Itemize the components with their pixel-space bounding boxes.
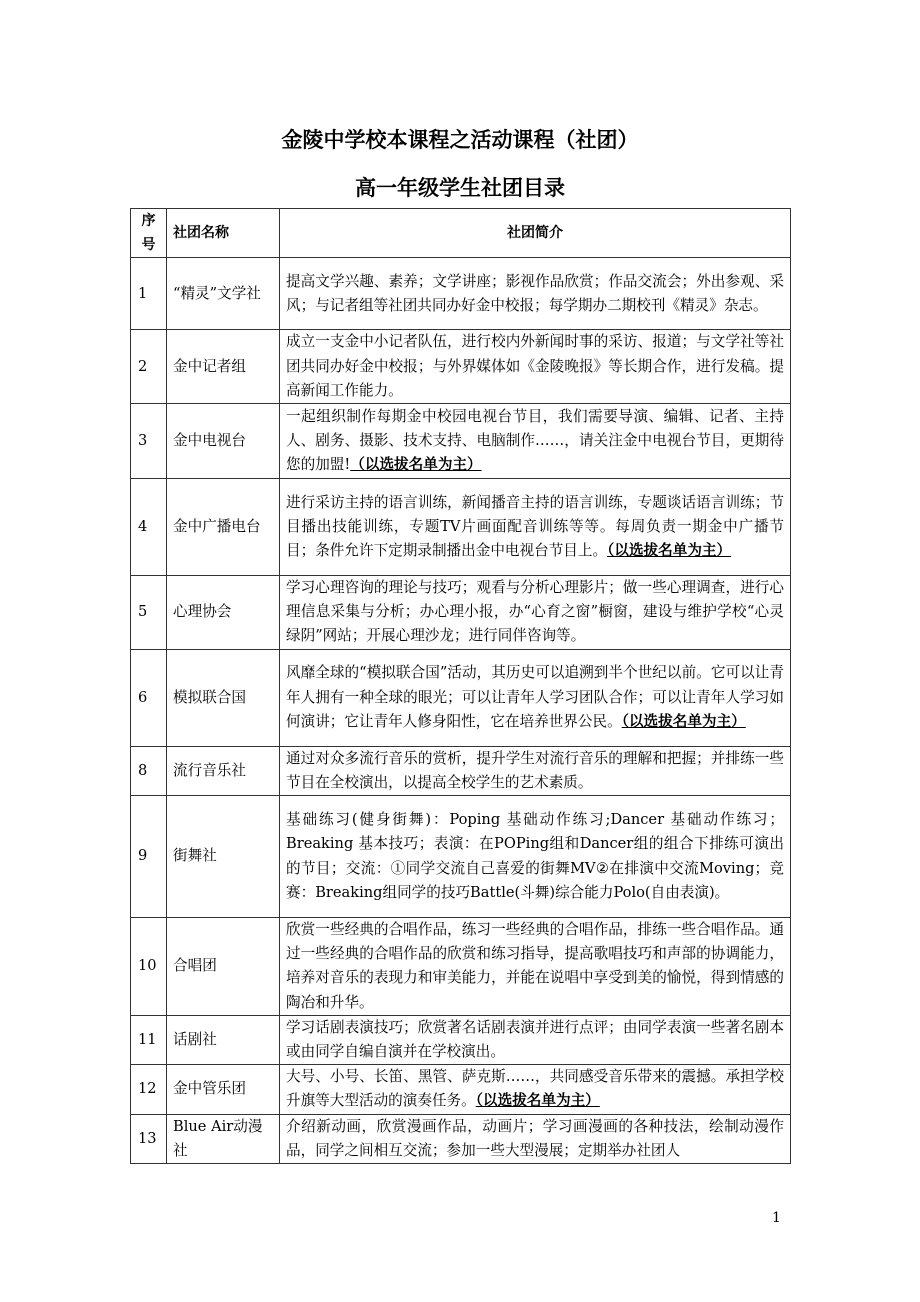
row-number: 12 (131, 1065, 167, 1114)
club-name: 话剧社 (167, 1015, 280, 1064)
club-name: “精灵”文学社 (167, 258, 280, 330)
club-description (280, 258, 791, 330)
row-number: 1 (131, 258, 167, 330)
club-description (280, 1114, 791, 1163)
table-header-row (131, 209, 791, 258)
club-name: Blue Air动漫社 (167, 1114, 280, 1163)
club-description (280, 1015, 791, 1064)
document-subtitle: 高一年级学生社团目录 (355, 176, 565, 200)
row-number: 5 (131, 576, 167, 650)
selection-note: （以选拔名单为主） (475, 1092, 600, 1110)
page-number: 1 (772, 1210, 781, 1226)
club-description (280, 1065, 791, 1114)
club-description (280, 796, 791, 918)
description-text: 通过对众多流行音乐的赏析，提升学生对流行音乐的理解和把握；并排练一些节目在全校演出，以提高全校学生的艺术素质。 (286, 749, 784, 791)
description-text: 进行采访主持的语言训练，新闻播音主持的语言训练，专题谈话语言训练；节目播出技能训练，专题TV片画面配音训练等等。每周负责一期金中广播节目；条件允许下定期录制播出金中电视台节目上。 (286, 493, 784, 560)
row-number: 4 (131, 479, 167, 576)
row-number: 10 (131, 918, 167, 1016)
description-text: 一起组织制作每期金中校园电视台节目，我们需要导演、编辑、记者、主持人、剧务、摄影、技术支持、电脑制作……，请关注金中电视台节目，更期待您的加盟! (286, 407, 784, 474)
table-row (131, 258, 791, 330)
table-row (131, 649, 791, 746)
club-name: 模拟联合国 (167, 649, 280, 746)
table-row (131, 330, 791, 404)
row-number: 6 (131, 649, 167, 746)
table-row (131, 918, 791, 1016)
club-description (280, 404, 791, 479)
header-number: 序号 (131, 209, 167, 258)
table-row (131, 1015, 791, 1064)
row-number: 8 (131, 746, 167, 795)
club-name: 金中电视台 (167, 404, 280, 479)
row-number: 2 (131, 330, 167, 404)
row-number: 9 (131, 796, 167, 918)
description-text: 介绍新动画，欣赏漫画作品，动画片；学习画漫画的各种技法，绘制动漫作品，同学之间相互交流；参加一些大型漫展；定期举办社团人 (286, 1117, 784, 1159)
club-name: 街舞社 (167, 796, 280, 918)
selection-note: （以选拔名单为主） (621, 712, 746, 730)
club-description (280, 649, 791, 746)
club-name: 心理协会 (167, 576, 280, 650)
table-row (131, 576, 791, 650)
club-table (130, 208, 791, 1164)
header-description: 社团简介 (280, 209, 791, 258)
selection-note: （以选拔名单为主） (607, 542, 732, 560)
row-number: 13 (131, 1114, 167, 1163)
club-description (280, 918, 791, 1016)
description-text: 成立一支金中小记者队伍，进行校内外新闻时事的采访、报道；与文学社等社团共同办好金中校报；与外界媒体如《金陵晚报》等长期合作，进行发稿。提高新闻工作能力。 (286, 333, 784, 399)
description-text: 提高文学兴趣、素养；文学讲座；影视作品欣赏；作品交流会；外出参观、采风；与记者组等社团共同办好金中校报；每学期办二期校刊《精灵》杂志。 (286, 272, 784, 314)
description-text: 风靡全球的“模拟联合国”活动，其历史可以追溯到半个世纪以前。它可以让青年人拥有一种全球的眼光；可以让青年人学习团队合作；可以让青年人学习如何演讲；它让青年人修身阳性，它在培养世界公民。 (286, 664, 784, 730)
club-name: 金中广播电台 (167, 479, 280, 576)
selection-note: （以选拔名单为主） (350, 456, 482, 474)
header-name: 社团名称 (167, 209, 280, 258)
row-number: 3 (131, 404, 167, 479)
table-row (131, 1065, 791, 1114)
club-name: 金中管乐团 (167, 1065, 280, 1114)
table-row (131, 796, 791, 918)
club-name: 金中记者组 (167, 330, 280, 404)
description-text: 大号、小号、长笛、黑管、萨克斯……，共同感受音乐带来的震撼。承担学校升旗等大型活动的演奏任务。 (286, 1068, 784, 1110)
description-text: 学习话剧表演技巧；欣赏著名话剧表演并进行点评；由同学表演一些著名剧本或由同学自编自演并在学校演出。 (286, 1018, 784, 1061)
document-title: 金陵中学校本课程之活动课程（社团） (281, 128, 639, 152)
row-number: 11 (131, 1015, 167, 1064)
description-text: 学习心理咨询的理论与技巧；观看与分析心理影片；做一些心理调查，进行心理信息采集与分析；办心理小报，办“心育之窗”橱窗，建设与维护学校“心灵绿阴”网站；开展心理沙龙；进行同伴咨询等。 (286, 579, 784, 645)
table-row (131, 479, 791, 576)
description-text: 基础练习(健身街舞)：Poping 基础动作练习;Dancer 基础动作练习；Breaking 基本技巧；表演：在POPing组和Dancer组的组合下排练可演出的节目；交流：①同学交流自己喜爱的街舞MV②在排演中交流Moving；竞赛：Breaking组同学的技巧Battle(斗舞)综合能力Polo(自由表演)。 (286, 811, 784, 901)
club-description (280, 576, 791, 650)
club-description (280, 479, 791, 576)
table-row (131, 1114, 791, 1163)
club-description (280, 746, 791, 795)
club-name: 合唱团 (167, 918, 280, 1016)
table-row (131, 404, 791, 479)
club-name: 流行音乐社 (167, 746, 280, 795)
description-text: 欣赏一些经典的合唱作品，练习一些经典的合唱作品，排练一些合唱作品。通过一些经典的合唱作品的欣赏和练习指导，提高歌唱技巧和声部的协调能力，培养对音乐的表现力和审美能力，并能在说唱中享受到美的愉悦，得到情感的陶冶和升华。 (286, 921, 784, 1011)
table-row (131, 746, 791, 795)
club-description (280, 330, 791, 404)
